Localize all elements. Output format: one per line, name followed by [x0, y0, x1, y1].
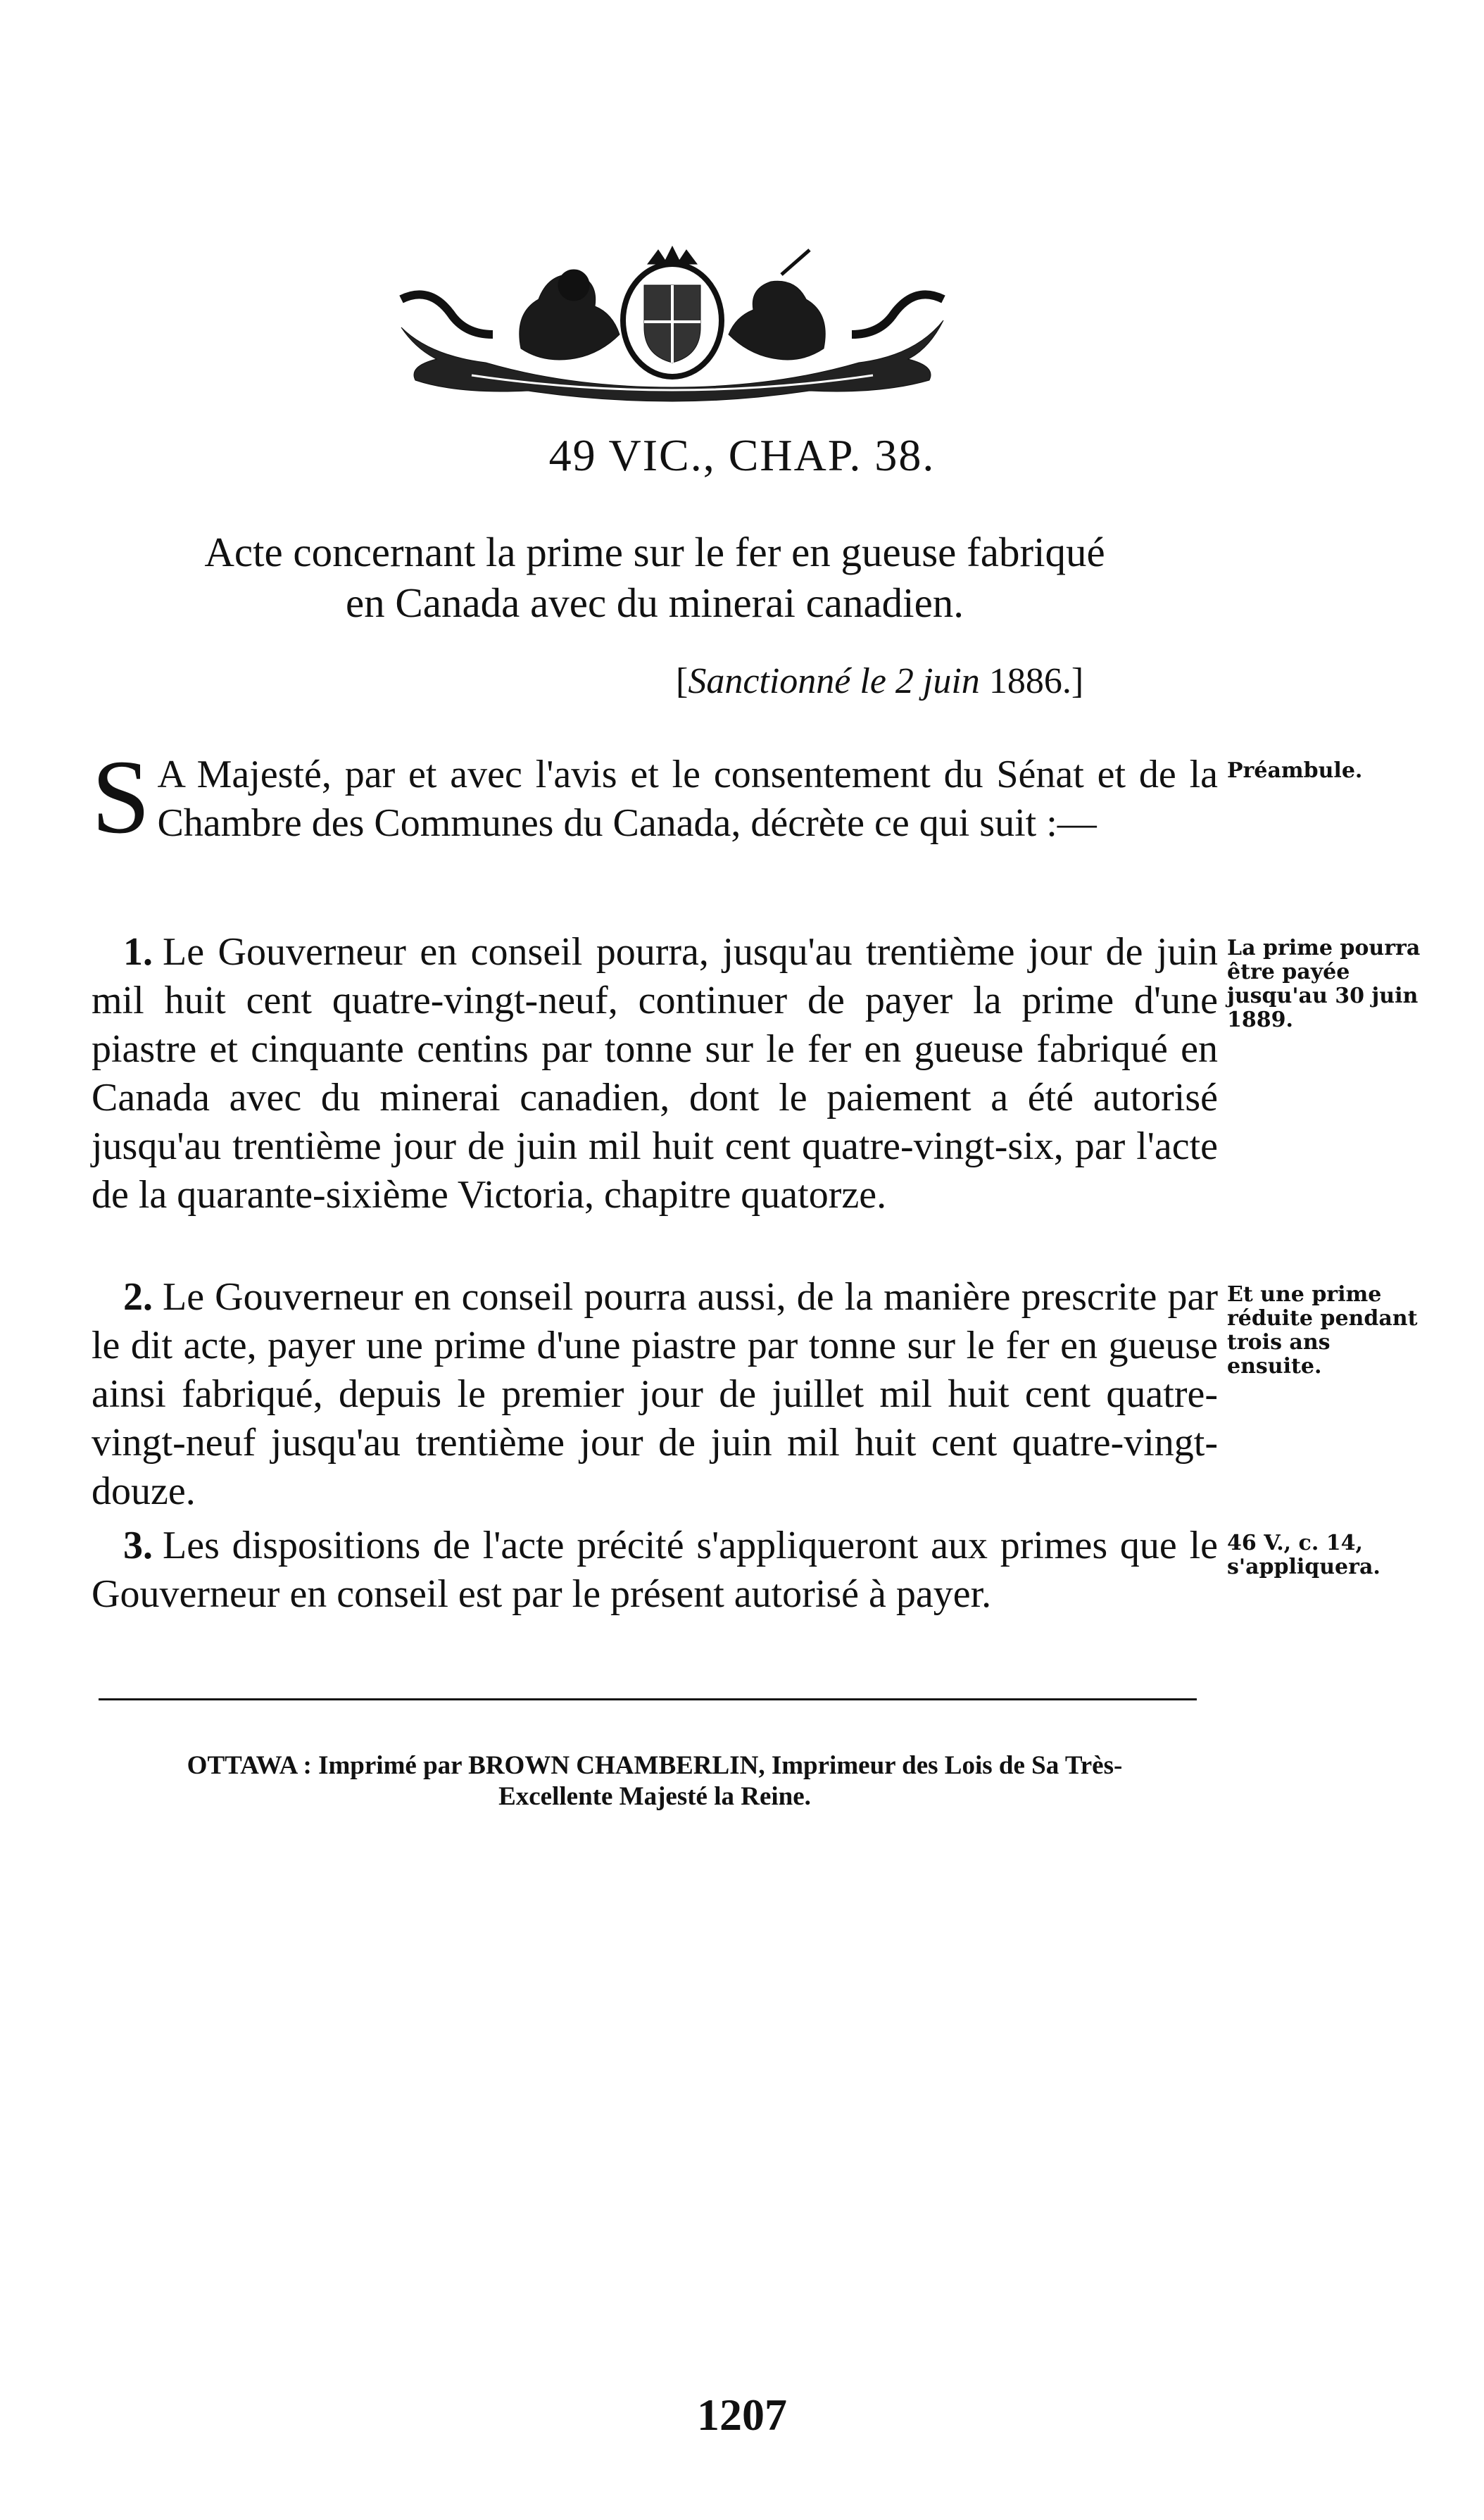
margin-note-section-3: 46 V., c. 14, s'appliquera.: [1227, 1531, 1381, 1579]
section-paragraph: [92, 1522, 1218, 1619]
act-title-line: en Canada avec du minerai canadien.: [346, 579, 964, 626]
divider-rule: [99, 1698, 1197, 1700]
section-1: [92, 928, 1218, 1220]
section-paragraph: [92, 1273, 1218, 1516]
chapter-heading: 49 VIC., CHAP. 38.: [548, 430, 936, 480]
sanction-date: [676, 660, 1083, 702]
section-number: 2.: [123, 1275, 153, 1319]
imprint-line: OTTAWA : Imprimé par BROWN CHAMBERLIN, Imprimeur des Lois de Sa Très-: [187, 1751, 1123, 1780]
page-number: 1207: [697, 2390, 787, 2440]
margin-note-section-1: La prime pourra être payée jusqu'au 30 juin 1889.: [1227, 936, 1421, 1032]
section-text: Le Gouverneur en conseil pourra, jusqu'au trentième jour de juin mil huit cent quatre-vingt-neuf, continuer de payer la prime d'une piastre et cinquante centins par tonne sur le fer en gueuse fabriqué en Canada avec du minerai canadien, dont le paiement a été autorisé jusqu'au trentième jour de juin mil huit cent quatre-vingt-six, par l'acte de la quarante-sixième Victoria, chapitre quatorze.: [92, 930, 1218, 1217]
royal-coat-of-arms-icon: [387, 243, 957, 405]
section-number: 3.: [123, 1524, 153, 1567]
act-title: [92, 527, 1218, 628]
act-title-line: Acte concernant la prime sur le fer en gueuse fabriqué: [204, 529, 1105, 575]
printer-imprint: [84, 1750, 1225, 1812]
section-paragraph: [92, 928, 1218, 1220]
margin-note-preamble: Préambule.: [1227, 758, 1363, 783]
drop-cap: S: [92, 739, 151, 855]
preamble: [92, 739, 1218, 855]
sanction-year: 1886.]: [988, 661, 1084, 701]
section-number: 1.: [123, 930, 153, 974]
imprint-line: Excellente Majesté la Reine.: [498, 1782, 811, 1811]
sanction-bracket: [: [676, 661, 688, 701]
section-3: [92, 1522, 1218, 1619]
margin-note-section-2: Et une prime réduite pendant trois ans ensuite.: [1227, 1282, 1418, 1379]
preamble-text: A Majesté, par et avec l'avis et le consentement du Sénat et de la Chambre des Communes du Canada, décrète ce qui suit :—: [157, 753, 1218, 845]
section-2: [92, 1273, 1218, 1516]
sanction-text: Sanctionné le 2 juin: [688, 661, 980, 701]
section-text: Le Gouverneur en conseil pourra aussi, de la manière prescrite par le dit acte, payer une prime d'une piastre par tonne sur le fer en gueuse ainsi fabriqué, depuis le premier jour de juillet mil huit cent quatre-vingt-neuf jusqu'au trentième jour de juin mil huit cent quatre-vingt-douze.: [92, 1275, 1218, 1513]
section-text: Les dispositions de l'acte précité s'appliqueront aux primes que le Gouverneur en conseil est par le présent autorisé à payer.: [92, 1524, 1218, 1616]
